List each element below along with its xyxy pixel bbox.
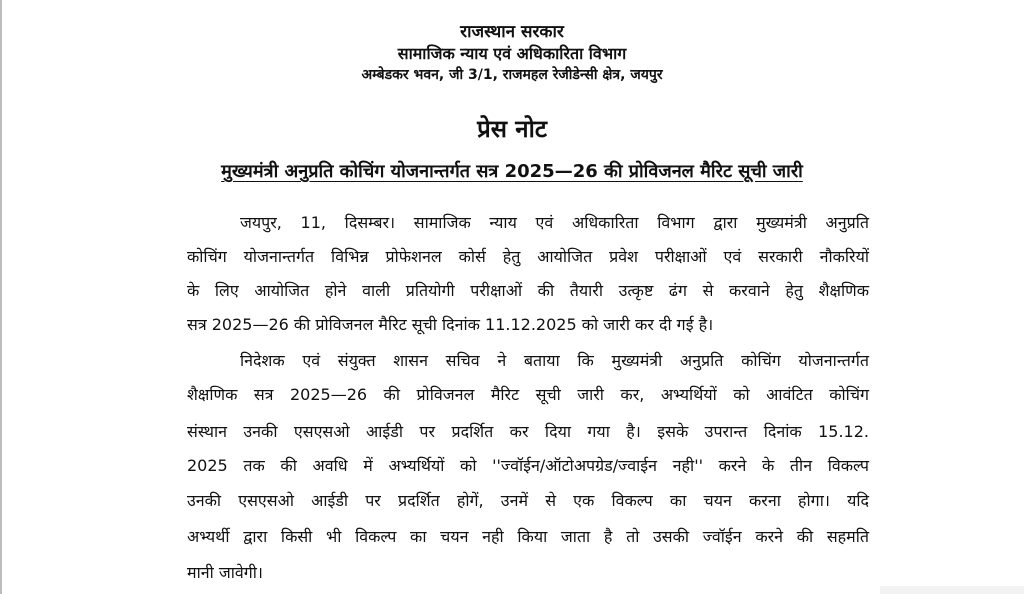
office-address: अम्बेडकर भवन, जी 3/1, राजमहल रेजीडेन्सी क्षेत्र, जयपुर — [361, 67, 663, 83]
page-bottom-shade — [880, 586, 1024, 594]
paragraph-line: जयपुर, 11, दिसम्बर। सामाजिक न्याय एवं अधिकारिता विभाग द्वारा मुख्यमंत्री अनुप्रति — [240, 213, 869, 232]
department-heading: सामाजिक न्याय एवं अधिकारिता विभाग — [397, 44, 627, 63]
page-title: प्रेस नोट — [477, 115, 547, 143]
paragraph-line: उनकी एसएसओ आईडी पर प्रदर्शित होगें, उनमें से एक विकल्प का चयन करना होगा। यदि — [187, 491, 869, 510]
paragraph-line: मानी जावेगी। — [187, 563, 263, 582]
paragraph-line: के लिए आयोजित होने वाली प्रतियोगी परीक्षाओं की तैयारी उत्कृष्ट ढंग से करवाने हेतु शैक्षणिक — [187, 281, 869, 300]
paragraph-line: 2025 तक की अवधि में अभ्यर्थियों को ''ज्वॉईन/ऑटोअपग्रेड/ज्वाईन नही'' करने के तीन विकल्प — [187, 456, 869, 475]
page-edge-divider — [0, 0, 2, 594]
document-subtitle: मुख्यमंत्री अनुप्रति कोचिंग योजनान्तर्गत सत्र 2025—26 की प्रोविजनल मैरिट सूची जारी — [221, 161, 803, 182]
paragraph-line: अभ्यर्थी द्वारा किसी भी विकल्प का चयन नही किया जाता है तो उसकी ज्वॉईन करने की सहमति — [187, 527, 869, 546]
paragraph-line: सत्र 2025—26 की प्रोविजनल मैरिट सूची दिनांक 11.12.2025 को जारी कर दी गई है। — [187, 315, 714, 334]
paragraph-line: संस्थान उनकी एसएसओ आईडी पर प्रदर्शित कर दिया गया है। इसके उपरान्त दिनांक 15.12. — [187, 422, 869, 441]
paragraph-line: शैक्षणिक सत्र 2025—26 की प्रोविजनल मैरिट सूची जारी कर, अभ्यर्थियों को आवंटित कोचिंग — [187, 385, 869, 404]
paragraph-line: कोचिंग योजनान्तर्गत विभिन्न प्रोफेशनल कोर्स हेतु आयोजित प्रवेश परीक्षाओं एवं सरकारी नौकरियों — [187, 247, 869, 266]
paragraph-line: निदेशक एवं संयुक्त शासन सचिव ने बताया कि मुख्यमंत्री अनुप्रति कोचिंग योजनान्तर्गत — [240, 351, 869, 370]
government-heading: राजस्थान सरकार — [460, 22, 564, 42]
